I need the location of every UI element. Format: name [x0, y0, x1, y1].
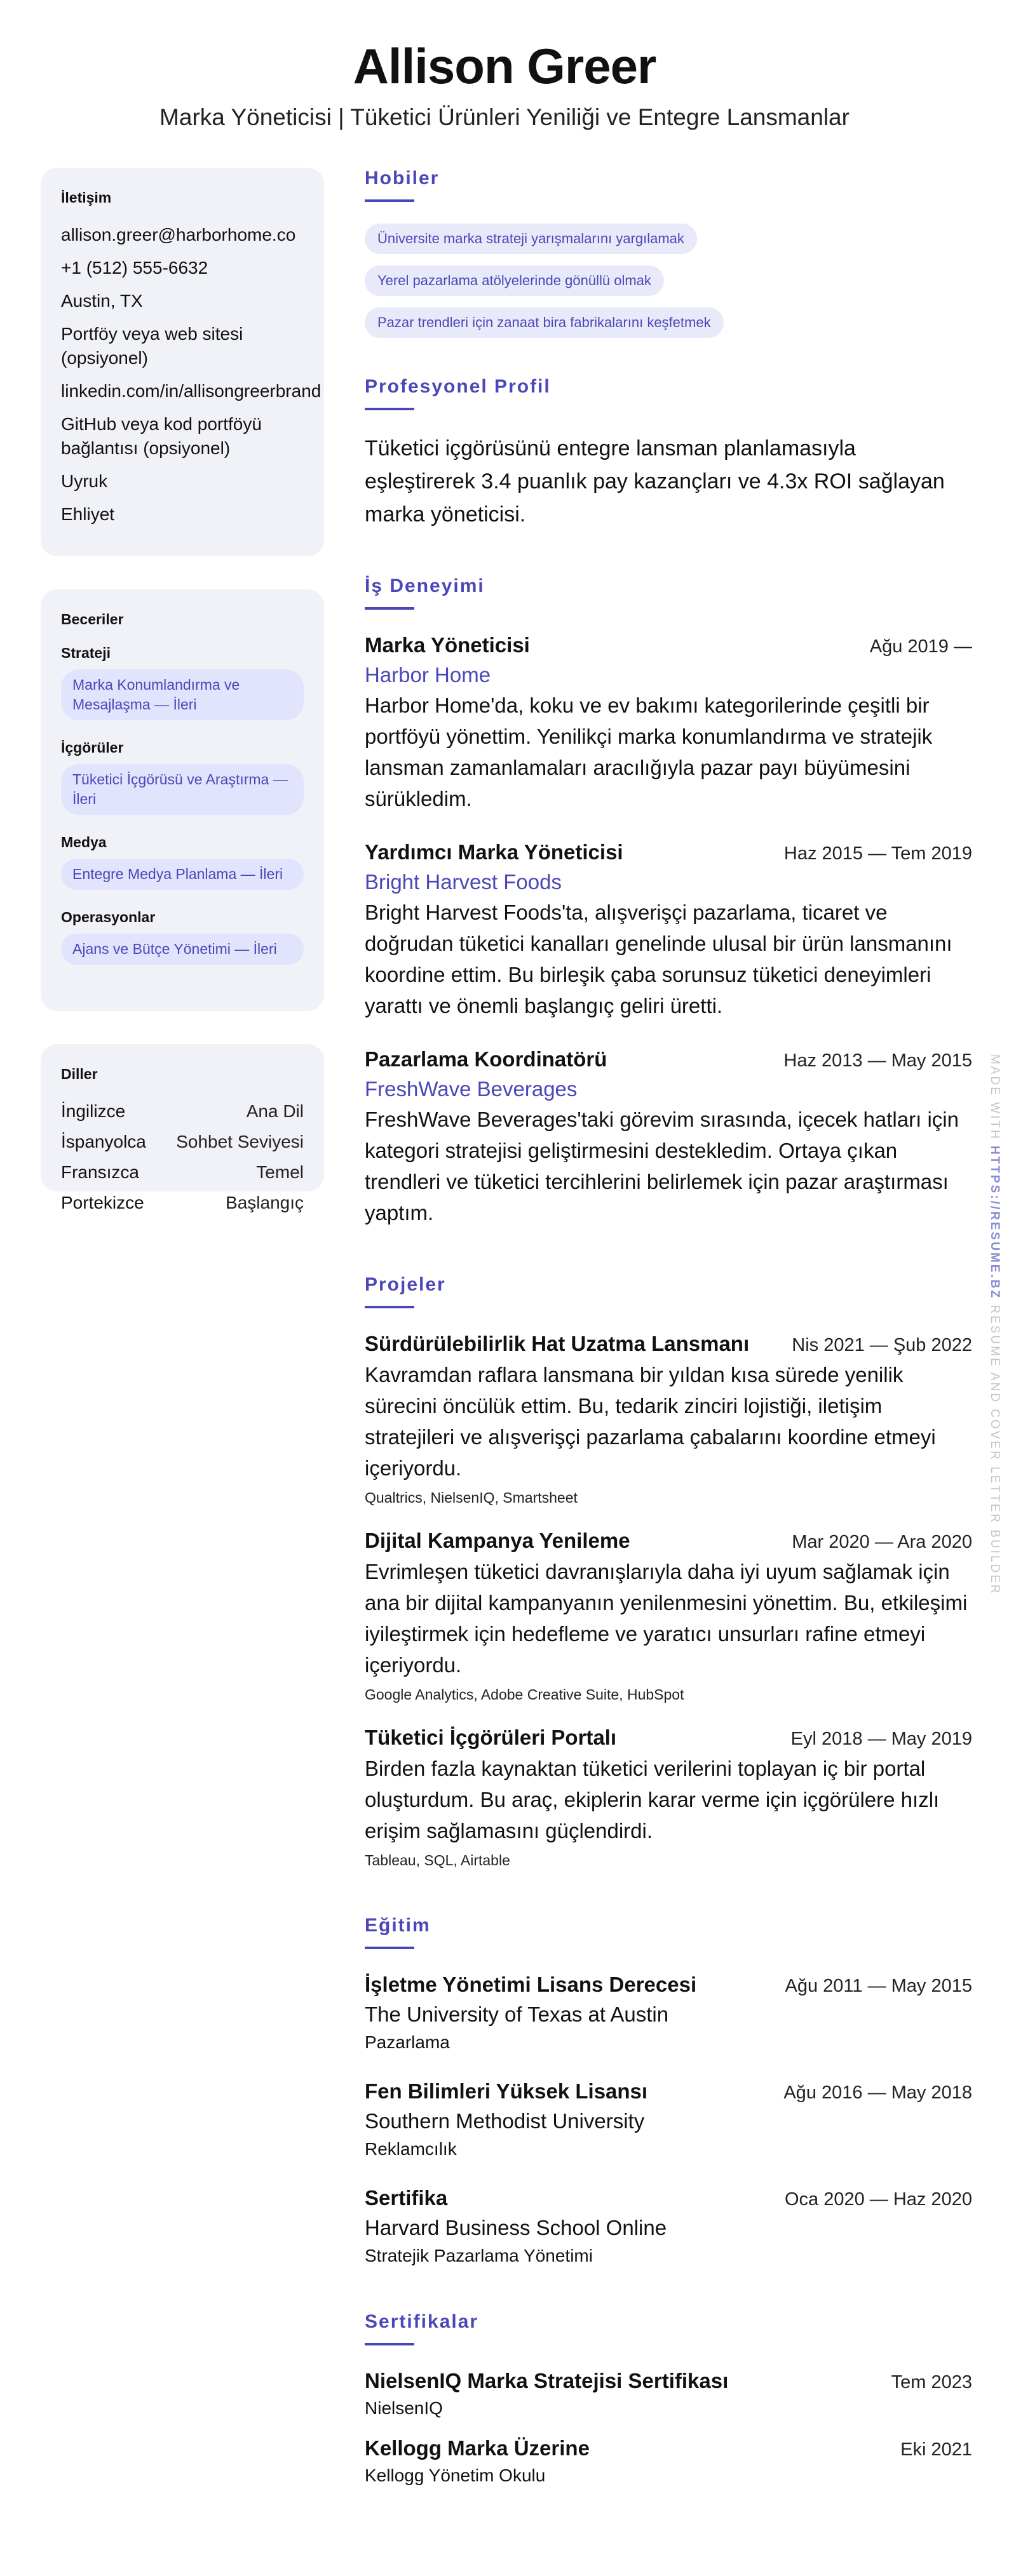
school-name: The University of Texas at Austin: [365, 2002, 669, 2026]
project-description: Evrimleşen tüketici davranışlarıyla daha iyi uyum sağlamak için ana bir dijital kampanyanın yenilenmesini yönettim. Bu, etkileşimi iyileştirmek için hedefleme ve yaratıcı unsurları rafine etmeyi içeriyordu.: [365, 1560, 968, 1677]
section-divider: [365, 1947, 414, 1949]
certification-date: Tem 2023: [891, 2372, 972, 2392]
main-column: [365, 166, 972, 2488]
certification-name: Kellogg Marka Üzerine: [365, 2436, 590, 2460]
projects-section: [365, 1273, 972, 1872]
education-dates: Oca 2020 — Haz 2020: [784, 2189, 972, 2210]
education-entry: [365, 2184, 972, 2269]
sidebar: [41, 168, 324, 1224]
project-description: Kavramdan raflara lansmana bir yıldan kısa sürede yenilik sürecini öncülük ettim. Bu, tedarik zinciri lojistiği, iletişim stratejileri ve alışverişçi pazarlama çabalarını koordine etmeyi içeriyordu.: [365, 1363, 936, 1480]
experience-section: [365, 574, 972, 1228]
language-name: Fransızca: [61, 1162, 139, 1182]
section-divider: [365, 607, 414, 610]
contact-location: Austin, TX: [61, 291, 143, 311]
candidate-headline: Marka Yöneticisi | Tüketici Ürünleri Yeniliği ve Entegre Lansmanlar: [159, 104, 850, 130]
section-divider: [365, 2343, 414, 2345]
certification-date: Eki 2021: [900, 2439, 972, 2460]
education-entry: [365, 1971, 972, 2056]
language-name: İngilizce: [61, 1101, 126, 1121]
job-description: Harbor Home'da, koku ve ev bakımı kategorilerinde çeşitli bir portföyü yönettim. Yenilikçi marka konumlandırma ve stratejik lansman zamanlamaları aracılığıyla pazar payı büyümesini sürükledim.: [365, 694, 933, 810]
section-title: Projeler: [365, 1274, 446, 1295]
resume-header: [0, 36, 1009, 133]
job-dates: Haz 2013 — May 2015: [783, 1050, 972, 1071]
hobby-list: [365, 224, 972, 338]
section-title: Profesyonel Profil: [365, 376, 551, 397]
languages-card: [41, 1044, 324, 1212]
certifications-section: [365, 2310, 972, 2488]
job-title: Pazarlama Koordinatörü: [365, 1047, 607, 1071]
language-level: Temel: [256, 1162, 304, 1182]
field-of-study: Stratejik Pazarlama Yönetimi: [365, 2246, 593, 2265]
education-section: [365, 1914, 972, 2269]
education-dates: Ağu 2016 — May 2018: [783, 2083, 972, 2103]
project-tools: Tableau, SQL, Airtable: [365, 1852, 510, 1868]
contact-license: Ehliyet: [61, 504, 115, 524]
certification-entry: [365, 2367, 972, 2420]
school-name: Southern Methodist University: [365, 2109, 645, 2133]
watermark-prefix: MADE WITH: [988, 1054, 1001, 1141]
section-title: Eğitim: [365, 1915, 431, 1936]
experience-entry: [365, 838, 972, 1021]
degree-name: Sertifika: [365, 2186, 448, 2210]
language-level: Sohbet Seviyesi: [176, 1132, 304, 1151]
certification-name: NielsenIQ Marka Stratejisi Sertifikası: [365, 2369, 729, 2392]
skill-chip: Tüketici İçgörüsü ve Araştırma — İleri: [61, 764, 304, 815]
watermark-suffix: RESUME AND COVER LETTER BUILDER: [988, 1305, 1001, 1595]
company-name: Harbor Home: [365, 663, 491, 687]
skill-group: [61, 834, 304, 890]
skill-category: Operasyonlar: [61, 909, 156, 925]
language-row: [61, 1191, 304, 1215]
project-entry: [365, 1527, 972, 1706]
skill-group: [61, 739, 304, 815]
candidate-name: Allison Greer: [353, 38, 656, 94]
education-entry: [365, 2077, 972, 2163]
certification-issuer: NielsenIQ: [365, 2398, 443, 2418]
contact-github[interactable]: GitHub veya kod portföyü bağlantısı (opsiyonel): [61, 414, 262, 458]
skill-group: [61, 645, 304, 720]
project-dates: Nis 2021 — Şub 2022: [792, 1335, 972, 1355]
languages-title: Diller: [61, 1066, 98, 1082]
skill-chip: Marka Konumlandırma ve Mesajlaşma — İleri: [61, 669, 304, 720]
hobby-tag: Üniversite marka strateji yarışmalarını yargılamak: [365, 224, 697, 254]
project-name: Dijital Kampanya Yenileme: [365, 1529, 630, 1552]
skill-chip: Ajans ve Bütçe Yönetimi — İleri: [61, 934, 304, 965]
contact-title: İletişim: [61, 189, 112, 206]
language-name: Portekizce: [61, 1193, 144, 1212]
language-level: Ana Dil: [246, 1101, 304, 1121]
job-description: FreshWave Beverages'taki görevim sırasında, içecek hatları için kategori stratejisi geliştirmesini destekledim. Ortaya çıkan trendleri ve tüketici tercihlerini belirlemek için pazar araştırması yaptım.: [365, 1108, 959, 1224]
job-dates: Haz 2015 — Tem 2019: [783, 843, 972, 864]
job-title: Marka Yöneticisi: [365, 633, 530, 657]
skill-category: İçgörüler: [61, 739, 124, 756]
hobby-tag: Pazar trendleri için zanaat bira fabrikalarını keşfetmek: [365, 307, 724, 338]
field-of-study: Pazarlama: [365, 2032, 450, 2052]
project-description: Birden fazla kaynaktan tüketici verilerini toplayan iç bir portal oluşturdum. Bu araç, ekiplerin karar verme için içgörülere hızlı erişim sağlamasını güçlendirdi.: [365, 1757, 940, 1842]
experience-entry: [365, 631, 972, 814]
language-row: [61, 1160, 304, 1184]
section-title: Hobiler: [365, 168, 440, 189]
project-entry: [365, 1330, 972, 1509]
certification-issuer: Kellogg Yönetim Okulu: [365, 2465, 546, 2485]
skill-category: Medya: [61, 834, 107, 850]
hobbies-section: [365, 166, 972, 338]
contact-nationality: Uyruk: [61, 471, 108, 491]
language-row: [61, 1099, 304, 1124]
language-level: Başlangıç: [226, 1193, 304, 1212]
contact-phone[interactable]: +1 (512) 555-6632: [61, 258, 208, 278]
job-title: Yardımcı Marka Yöneticisi: [365, 840, 623, 864]
project-tools: Qualtrics, NielsenIQ, Smartsheet: [365, 1489, 578, 1506]
job-dates: Ağu 2019 —: [869, 636, 972, 657]
company-name: Bright Harvest Foods: [365, 870, 562, 894]
contact-email[interactable]: allison.greer@harborhome.co: [61, 225, 296, 245]
project-dates: Eyl 2018 — May 2019: [790, 1729, 972, 1749]
skill-category: Strateji: [61, 645, 111, 661]
skills-title: Beceriler: [61, 611, 124, 627]
section-divider: [365, 408, 414, 410]
skill-chip: Entegre Medya Planlama — İleri: [61, 859, 304, 890]
language-row: [61, 1130, 304, 1154]
contact-card: [41, 168, 324, 556]
hobby-tag: Yerel pazarlama atölyelerinde gönüllü olmak: [365, 265, 664, 296]
project-dates: Mar 2020 — Ara 2020: [792, 1532, 972, 1552]
skill-group: [61, 909, 304, 965]
skills-card: [41, 589, 324, 1011]
section-title: Sertifikalar: [365, 2311, 479, 2332]
section-divider: [365, 199, 414, 202]
profile-summary: Tüketici içgörüsünü entegre lansman planlamasıyla eşleştirerek 3.4 puanlık pay kazançları ve 4.3x ROI sağlayan marka yöneticisi.: [365, 436, 945, 527]
watermark-link[interactable]: HTTPS://RESUME.BZ: [988, 1146, 1001, 1300]
project-name: Sürdürülebilirlik Hat Uzatma Lansmanı: [365, 1332, 750, 1355]
education-dates: Ağu 2011 — May 2015: [785, 1976, 972, 1996]
contact-linkedin[interactable]: linkedin.com/in/allisongreerbrand: [61, 381, 322, 401]
degree-name: İşletme Yönetimi Lisans Derecesi: [365, 1973, 697, 1996]
project-tools: Google Analytics, Adobe Creative Suite, HubSpot: [365, 1686, 684, 1703]
project-entry: [365, 1724, 972, 1872]
language-name: İspanyolca: [61, 1132, 146, 1151]
certification-entry: [365, 2434, 972, 2488]
builder-watermark: [985, 1054, 1004, 1595]
section-title: İş Deneyimi: [365, 575, 485, 596]
company-name: FreshWave Beverages: [365, 1077, 578, 1101]
school-name: Harvard Business School Online: [365, 2216, 667, 2239]
project-name: Tüketici İçgörüleri Portalı: [365, 1726, 617, 1749]
contact-portfolio[interactable]: Portföy veya web sitesi (opsiyonel): [61, 324, 243, 368]
experience-entry: [365, 1045, 972, 1228]
job-description: Bright Harvest Foods'ta, alışverişçi pazarlama, ticaret ve doğrudan tüketici kanalları genelinde ulusal bir ürün lansmanını koordine ettim. Bu birleşik çaba sorunsuz tüketici deneyimleri yarattı ve önemli başlangıç geliri üretti.: [365, 901, 952, 1017]
field-of-study: Reklamcılık: [365, 2139, 457, 2159]
profile-section: [365, 375, 972, 531]
section-divider: [365, 1306, 414, 1308]
degree-name: Fen Bilimleri Yüksek Lisansı: [365, 2079, 648, 2103]
